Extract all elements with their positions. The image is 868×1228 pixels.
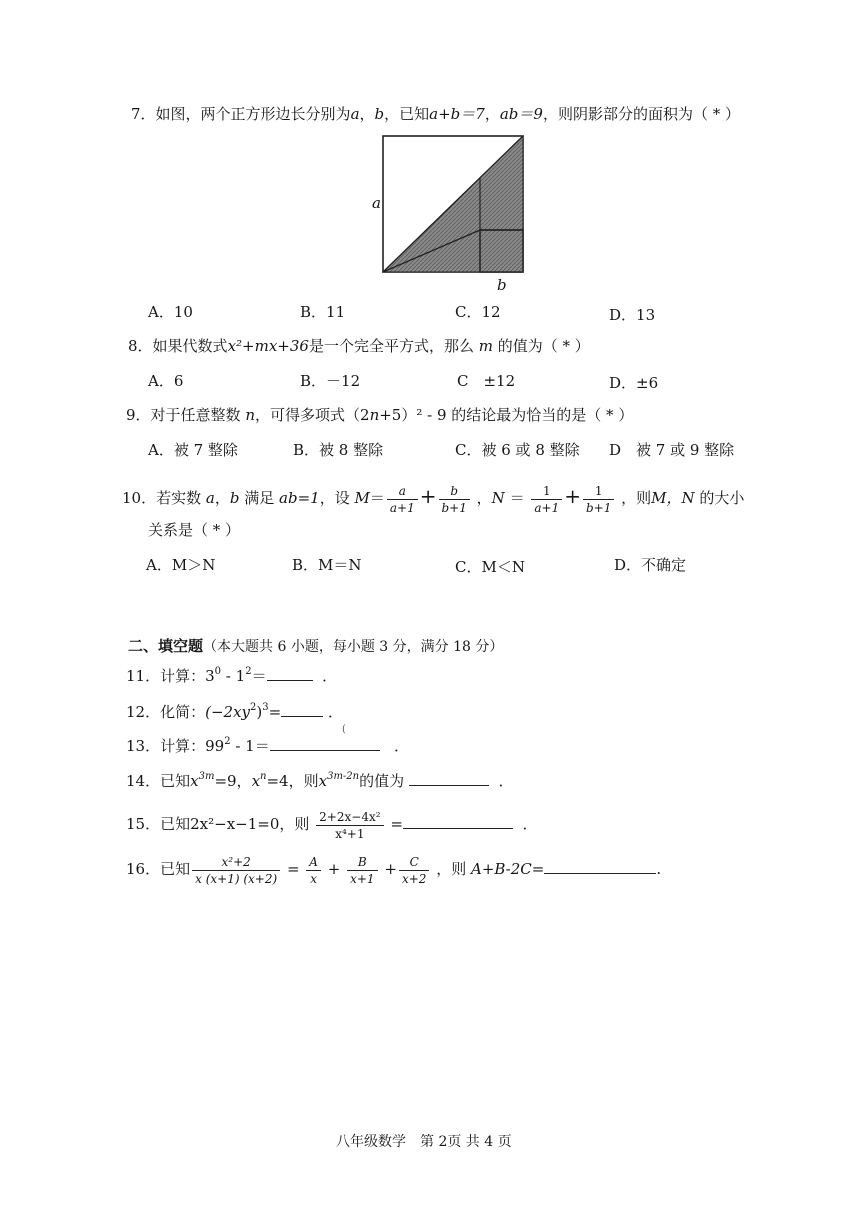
- var-b: b: [229, 489, 240, 507]
- section-2-heading: [128, 635, 503, 656]
- stem-text: 如图，两个正方形边长分别为: [155, 105, 351, 123]
- expression: A+B-2C=: [470, 860, 545, 878]
- q10-option-a[interactable]: A．M＞N: [146, 556, 216, 574]
- stem-text: ，则阴影部分的面积为（ * ）: [542, 105, 740, 123]
- question-number: 14．: [126, 772, 161, 790]
- denominator: a+1: [534, 500, 560, 515]
- numerator: x²+2: [192, 855, 280, 871]
- base: 99: [205, 737, 225, 755]
- stem-text: 计算：: [160, 667, 206, 685]
- q9-option-b[interactable]: B．被 8 整除: [293, 441, 384, 459]
- answer-blank[interactable]: [270, 736, 380, 751]
- q8-option-a[interactable]: A．6: [148, 372, 184, 390]
- denominator: x (x+1) (x+2): [195, 871, 278, 886]
- question-number: 16．: [126, 860, 161, 878]
- stem-text: +5）² - 9 的结论最为恰当的是（ * ）: [379, 406, 634, 424]
- question-11: [126, 666, 337, 686]
- answer-blank[interactable]: [409, 771, 489, 786]
- period: ．: [322, 667, 338, 685]
- var-a: a: [350, 105, 360, 123]
- question-number: 8．: [128, 337, 153, 355]
- var-x: x: [251, 772, 261, 790]
- exponent: 2: [245, 666, 252, 677]
- exponent: 0: [214, 666, 222, 677]
- period: ．: [522, 815, 538, 833]
- paren: ): [256, 703, 263, 721]
- answer-blank[interactable]: [544, 859, 656, 874]
- fraction-a-over-a-plus-1: [387, 484, 418, 515]
- denominator: b+1: [585, 500, 612, 515]
- question-10-line2: 关系是（ * ）: [148, 521, 241, 539]
- sep: ，: [359, 105, 375, 123]
- base: 3: [205, 667, 215, 685]
- answer-blank[interactable]: [403, 814, 513, 829]
- plus: +: [327, 860, 341, 878]
- stem-text: 已知: [160, 772, 191, 790]
- q7-option-d[interactable]: D．13: [609, 306, 656, 324]
- numerator: 1: [583, 484, 614, 500]
- q8-option-d[interactable]: D．±6: [609, 374, 659, 392]
- fraction-C: [399, 855, 429, 886]
- var-n: n: [369, 406, 380, 424]
- exponent: 3m: [198, 771, 215, 782]
- period: ．: [327, 703, 343, 721]
- q10-option-c[interactable]: C．M＜N: [455, 558, 525, 576]
- answer-blank[interactable]: [281, 702, 323, 717]
- stem-text: 如果代数式: [152, 337, 228, 355]
- question-number: 9．: [126, 406, 151, 424]
- stem-text: 对于任意整数: [150, 406, 241, 424]
- question-8-stem: [128, 336, 590, 356]
- section-note: （本大题共 6 小题，每小题 3 分，满分 18 分）: [203, 639, 504, 655]
- denominator: x⁴+1: [335, 826, 365, 841]
- stem-text: 的值为（ * ）: [497, 337, 590, 355]
- numerator: 1: [531, 484, 562, 500]
- page-footer: 八年级数学 第 2页 共 4 页: [336, 1134, 512, 1150]
- numerator: C: [399, 855, 429, 871]
- equals: ＝: [369, 489, 385, 507]
- q9-option-c[interactable]: C．被 6 或 8 整除: [455, 441, 580, 459]
- fraction-b-over-b-plus-1: [439, 484, 470, 515]
- equals: =: [268, 703, 282, 721]
- figure-label-b: [497, 275, 507, 295]
- fraction-B: [347, 855, 377, 886]
- equals: =: [390, 815, 403, 833]
- stem-text: ，已知: [384, 105, 430, 123]
- answer-blank[interactable]: [267, 666, 313, 681]
- stem-text: 是一个完全平方式，那么: [308, 337, 474, 355]
- q8-option-c[interactable]: C ±12: [457, 372, 516, 390]
- sep: ，: [484, 105, 500, 123]
- question-16: [126, 849, 661, 889]
- denominator: x+1: [350, 871, 375, 886]
- stem-text: ，则: [621, 489, 652, 507]
- expression: =4，则: [266, 772, 319, 790]
- question-7-stem: [131, 104, 740, 124]
- var-m: m: [478, 337, 493, 355]
- exponent: 2: [250, 702, 257, 713]
- var-x: x: [318, 772, 328, 790]
- q7-option-b[interactable]: B．11: [300, 303, 346, 321]
- expression: (−2xy: [205, 703, 251, 721]
- period: ．: [394, 737, 410, 755]
- var-M: M: [354, 489, 370, 507]
- fraction-1-over-a-plus-1: [531, 484, 562, 515]
- numerator: 2+2x−4x²: [316, 810, 383, 826]
- question-10-stem: 10．若实数 a，b 满足 ab=1，设 M＝ $\frac{a}{a+1}$ + $\frac{b}{b+1}$ ，N ＝ $\frac{1}{a+1}$ + $\frac{1}{b+1}$ ，则M，N 的大小: [122, 483, 745, 515]
- q7-option-c[interactable]: C．12: [455, 303, 501, 321]
- stem-text: 化简：: [160, 703, 206, 721]
- question-number: 10．: [122, 489, 157, 507]
- period: .: [656, 860, 662, 878]
- numerator: A: [306, 855, 321, 871]
- q10-option-d[interactable]: D．不确定: [614, 556, 687, 574]
- plus: +: [564, 484, 581, 508]
- expression: - 1: [221, 667, 246, 685]
- stem-text: 计算：: [160, 737, 206, 755]
- numerator: B: [347, 855, 377, 871]
- question-number: 13．: [126, 737, 161, 755]
- var-a: a: [205, 489, 215, 507]
- exponent: 3m-2n: [327, 771, 360, 782]
- denominator: b+1: [441, 500, 467, 515]
- denominator: x: [310, 871, 318, 886]
- stem-text: ，可得多项式（2: [255, 406, 370, 424]
- expression: x²+mx+36: [227, 337, 309, 355]
- question-number: 7．: [131, 105, 156, 123]
- label-a: a: [372, 194, 381, 212]
- stem-text: 若实数: [156, 489, 202, 507]
- figure-label-a: [372, 193, 381, 213]
- period: ．: [498, 772, 514, 790]
- q9-option-d[interactable]: D 被 7 或 9 整除: [609, 441, 735, 459]
- condition: a+b＝7: [429, 105, 485, 123]
- q7-option-a[interactable]: A．10: [148, 303, 193, 321]
- stem-text: 的大小: [699, 489, 745, 507]
- question-15: [126, 806, 537, 842]
- var-MN: M，N: [651, 489, 695, 507]
- small-square: [480, 230, 523, 272]
- question-12: [126, 702, 343, 722]
- exponent: 2: [224, 736, 231, 747]
- plus: +: [419, 484, 437, 508]
- stem-text: ，则: [436, 860, 467, 878]
- stray-mark: (: [342, 724, 346, 735]
- equals: ＝: [509, 489, 525, 507]
- numerator: b: [439, 484, 470, 500]
- q9-option-a[interactable]: A．被 7 整除: [148, 441, 238, 459]
- question-13: [126, 736, 409, 756]
- numerator: a: [387, 484, 418, 500]
- condition: ab＝9: [499, 105, 543, 123]
- denominator: a+1: [389, 500, 415, 515]
- stem-text: 的值为: [359, 772, 405, 790]
- fraction-expression: [316, 810, 383, 841]
- equals: =: [286, 860, 300, 878]
- label-b: b: [497, 276, 507, 294]
- exponent: 3: [262, 702, 269, 713]
- var-n: n: [245, 406, 256, 424]
- section-title: 二、填空题: [128, 637, 204, 655]
- question-9-stem: [126, 405, 633, 425]
- condition: ab=1: [279, 489, 320, 507]
- question-number: 11．: [126, 667, 161, 685]
- question-14: [126, 771, 513, 791]
- stem-text: 已知: [160, 860, 191, 878]
- expression: - 1＝: [230, 737, 270, 755]
- stem-text: ，设: [319, 489, 350, 507]
- question-number: 15．: [126, 815, 161, 833]
- stem-text: 已知: [160, 815, 191, 833]
- q8-option-b[interactable]: B．－12: [300, 372, 361, 390]
- question-number: 12．: [126, 703, 161, 721]
- fraction-A: [306, 855, 321, 886]
- var-N: N: [491, 489, 505, 507]
- two-squares-figure: [368, 130, 538, 292]
- expression: =9，: [214, 772, 252, 790]
- equals: ＝: [251, 667, 267, 685]
- var-x: x: [190, 772, 199, 790]
- denominator: x+2: [401, 871, 427, 886]
- stem-text: 满足: [244, 489, 275, 507]
- q10-option-b[interactable]: B．M＝N: [292, 556, 362, 574]
- fraction-1-over-b-plus-1: [583, 484, 614, 515]
- exponent: n: [260, 771, 267, 782]
- plus: +: [384, 860, 397, 878]
- fraction-main: [192, 855, 280, 886]
- var-b: b: [374, 105, 385, 123]
- condition: 2x²−x−1=0，则: [190, 815, 310, 833]
